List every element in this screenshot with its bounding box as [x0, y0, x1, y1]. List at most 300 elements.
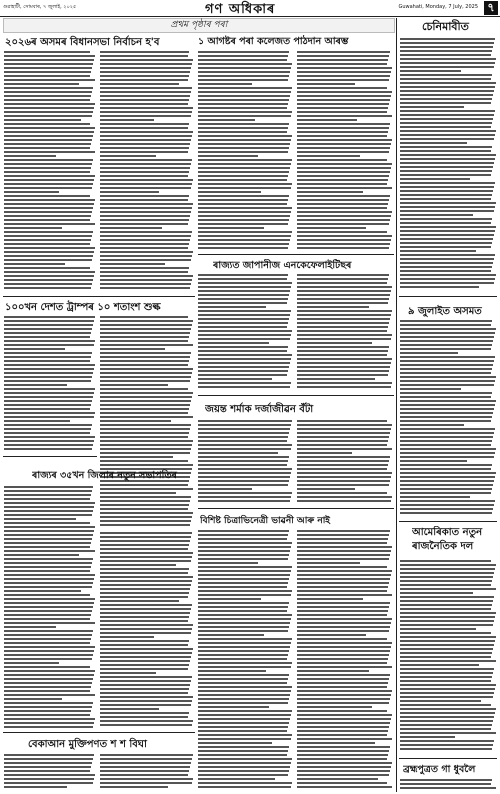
text-line [297, 282, 387, 284]
text-line [297, 654, 389, 656]
text-line [297, 67, 392, 69]
text-line [400, 404, 495, 406]
text-line [297, 610, 388, 612]
text-line [4, 231, 93, 233]
text-line [198, 602, 289, 604]
text-line [400, 94, 493, 96]
text-line [297, 642, 392, 644]
text-line [198, 626, 289, 628]
article-text [297, 51, 393, 251]
text-line [297, 219, 390, 221]
text-line [4, 444, 93, 446]
text-line [4, 554, 79, 556]
text-line [4, 534, 93, 536]
text-line [100, 436, 188, 438]
text-line [297, 594, 392, 596]
text-line [4, 694, 95, 696]
text-line [198, 658, 287, 660]
text-line [4, 762, 92, 764]
text-line [100, 548, 188, 550]
text-line [100, 420, 171, 422]
text-line [4, 654, 93, 656]
text-line [198, 650, 289, 652]
text-line [4, 758, 93, 760]
text-line [297, 658, 388, 660]
text-line [4, 428, 91, 430]
text-line [4, 578, 94, 580]
text-line [198, 294, 289, 296]
text-line [4, 448, 92, 450]
text-line [198, 666, 291, 668]
text-line [4, 690, 90, 692]
text-line [4, 99, 90, 101]
text-line [297, 742, 375, 744]
text-line [100, 708, 159, 710]
headline-japanese-encephalitis: ৰাজ্যত জাপানীজ এনকেফেলাইটিছৰ [213, 260, 352, 271]
text-line [400, 324, 491, 326]
text-line [297, 187, 392, 189]
text-line [297, 706, 372, 708]
text-line [4, 263, 65, 265]
text-line [400, 724, 492, 726]
text-line [100, 620, 188, 622]
text-line [297, 334, 392, 336]
text-line [100, 596, 188, 598]
text-line [4, 352, 92, 354]
text-line [4, 215, 91, 217]
article-text [100, 754, 194, 792]
text-line [198, 310, 291, 312]
text-line [297, 99, 390, 101]
text-line [400, 162, 494, 164]
text-line [198, 163, 291, 165]
headline-jayanta-sharma-award: জয়ন্ত শৰ্মাক দৰ্জাজীৱন বঁটা [205, 404, 314, 415]
text-line [297, 87, 387, 89]
text-line [297, 602, 390, 604]
text-line [100, 127, 188, 129]
divider [399, 296, 497, 297]
text-line [297, 456, 390, 458]
text-line [100, 203, 193, 205]
text-line [100, 774, 188, 776]
headline-assembly-election: ২০২৬ৰ অসমৰ বিধানসভা নিৰ্বাচন হ'ব [5, 37, 160, 48]
text-line [198, 448, 291, 450]
text-line [4, 267, 90, 269]
text-line [297, 294, 390, 296]
text-line [100, 119, 154, 121]
article-text [297, 420, 393, 505]
text-line [400, 576, 493, 578]
text-line [198, 678, 288, 680]
text-line [4, 364, 95, 366]
text-line [100, 267, 189, 269]
text-line [297, 542, 387, 544]
text-line [198, 135, 292, 137]
text-line [4, 203, 94, 205]
text-line [4, 131, 94, 133]
text-line [297, 574, 391, 576]
text-line [400, 500, 495, 502]
text-line [297, 606, 389, 608]
text-line [400, 154, 496, 156]
text-line [100, 99, 189, 101]
text-line [297, 558, 389, 560]
text-line [198, 622, 290, 624]
text-line [4, 774, 95, 776]
text-line [297, 678, 389, 680]
text-line [297, 378, 375, 380]
text-line [297, 326, 388, 328]
text-line [297, 211, 392, 213]
text-line [400, 218, 492, 220]
text-line [400, 440, 492, 442]
text-line [198, 782, 292, 784]
text-line [198, 734, 292, 736]
text-line [297, 538, 388, 540]
text-line [297, 782, 387, 784]
text-line [198, 530, 289, 532]
divider [399, 758, 497, 759]
text-line [4, 175, 95, 177]
text-line [4, 666, 90, 668]
text-line [297, 472, 392, 474]
text-line [198, 674, 289, 676]
text-line [400, 384, 494, 386]
text-line [4, 55, 95, 57]
text-line [198, 278, 287, 280]
text-line [198, 143, 290, 145]
text-line [100, 588, 190, 590]
text-line [400, 238, 493, 240]
text-line [400, 748, 492, 750]
text-line [4, 91, 92, 93]
text-line [400, 340, 493, 342]
text-line [198, 496, 291, 498]
text-line [297, 786, 392, 788]
text-line [4, 147, 90, 149]
text-line [297, 318, 390, 320]
text-line [100, 55, 188, 57]
text-line [198, 219, 289, 221]
text-line [198, 754, 287, 756]
text-line [100, 632, 191, 634]
text-line [198, 286, 291, 288]
text-line [297, 460, 389, 462]
text-line [198, 460, 288, 462]
text-line [100, 758, 192, 760]
text-line [100, 524, 190, 526]
text-line [297, 278, 388, 280]
text-line [100, 782, 192, 784]
masthead-date-assamese: গুৱাহাটী, সোমবাৰ, ৭ জুলাই, ২০২৫ [3, 4, 77, 10]
text-line [198, 654, 288, 656]
text-line [297, 726, 389, 728]
text-line [297, 191, 363, 193]
text-line [297, 464, 388, 466]
masthead-title: গণ অধিকাৰ [205, 2, 276, 17]
text-line [198, 95, 290, 97]
text-line [100, 576, 193, 578]
text-line [400, 266, 492, 268]
text-line [100, 71, 190, 73]
text-line [297, 354, 387, 356]
text-line [297, 115, 392, 117]
text-line [198, 420, 292, 422]
text-line [4, 271, 95, 273]
text-line [100, 584, 191, 586]
text-line [400, 712, 495, 714]
text-line [4, 550, 95, 552]
text-line [4, 127, 95, 129]
text-line [198, 235, 291, 237]
article-text [100, 316, 194, 528]
text-line [4, 392, 94, 394]
text-line [297, 362, 391, 364]
text-line [198, 642, 291, 644]
text-line [198, 670, 266, 672]
text-line [4, 59, 94, 61]
text-line [297, 107, 388, 109]
text-line [400, 202, 496, 204]
text-line [198, 103, 288, 105]
article-text [198, 420, 293, 505]
text-line [100, 328, 191, 330]
text-line [400, 368, 492, 370]
text-line [297, 346, 389, 348]
text-line [297, 674, 390, 676]
text-line [400, 664, 479, 666]
text-line [400, 648, 493, 650]
text-line [4, 255, 93, 257]
text-line [4, 698, 62, 700]
text-line [4, 518, 76, 520]
text-line [4, 360, 90, 362]
text-line [400, 278, 495, 280]
text-line [4, 247, 95, 249]
text-line [198, 302, 287, 304]
article-text [297, 530, 393, 792]
text-line [198, 578, 289, 580]
text-line [4, 574, 95, 576]
text-line [4, 486, 93, 488]
text-line [100, 143, 190, 145]
text-line [400, 66, 494, 68]
text-line [100, 191, 159, 193]
text-line [400, 420, 491, 422]
text-line [198, 195, 289, 197]
text-line [198, 534, 288, 536]
text-line [297, 710, 387, 712]
text-line [400, 250, 476, 252]
text-line [297, 714, 392, 716]
text-line [198, 223, 288, 225]
text-line [400, 270, 491, 272]
text-line [198, 646, 290, 648]
text-line [400, 210, 494, 212]
text-line [297, 83, 355, 85]
headline-america-new-party: আমেৰিকাত নতুন ৰাজনৈতিক দল [412, 527, 483, 552]
text-line [198, 546, 291, 548]
text-line [297, 570, 392, 572]
text-line [400, 282, 494, 284]
text-line [297, 698, 390, 700]
text-line [297, 702, 389, 704]
text-line [4, 594, 90, 596]
text-line [4, 279, 93, 281]
text-line [400, 716, 494, 718]
text-line [400, 246, 491, 248]
text-line [400, 230, 495, 232]
article-text [297, 274, 393, 392]
text-line [400, 258, 494, 260]
text-line [100, 171, 189, 173]
text-line [400, 632, 491, 634]
text-line [198, 147, 289, 149]
text-line [400, 110, 495, 112]
text-line [100, 259, 191, 261]
text-line [100, 87, 192, 89]
text-line [4, 782, 93, 784]
text-line [400, 392, 492, 394]
text-line [400, 198, 491, 200]
text-line [297, 239, 391, 241]
text-line [4, 135, 93, 137]
text-line [100, 287, 190, 289]
text-line [100, 91, 191, 93]
text-line [400, 732, 496, 734]
text-line [100, 360, 189, 362]
headline-america-new-party-line1 [412, 526, 498, 554]
text-line [100, 512, 193, 514]
text-line [400, 170, 492, 172]
text-line [100, 572, 188, 574]
text-line [4, 566, 91, 568]
text-line [400, 680, 491, 682]
text-line [400, 146, 492, 148]
text-line [400, 700, 481, 702]
text-line [100, 556, 192, 558]
text-line [100, 680, 191, 682]
text-line [4, 546, 90, 548]
text-line [297, 207, 387, 209]
text-line [100, 696, 193, 698]
text-line [297, 638, 387, 640]
text-line [297, 566, 387, 568]
text-line [297, 468, 387, 470]
text-line [4, 239, 91, 241]
text-line [100, 428, 190, 430]
text-line [400, 126, 491, 128]
text-line [4, 778, 94, 780]
text-line [100, 352, 191, 354]
text-line [198, 290, 290, 292]
text-line [4, 187, 92, 189]
text-line [4, 71, 91, 73]
headline-july-9-assam: ৯ জুলাইত অসমত [408, 306, 482, 317]
text-line [297, 286, 392, 288]
text-line [400, 660, 496, 662]
text-line [297, 338, 391, 340]
text-line [198, 598, 261, 600]
text-line [198, 107, 287, 109]
text-line [198, 500, 290, 502]
text-line [100, 279, 192, 281]
text-line [4, 316, 95, 318]
text-line [100, 448, 191, 450]
divider [198, 395, 394, 396]
text-line [297, 231, 387, 233]
text-line [400, 460, 467, 462]
text-line [198, 682, 287, 684]
text-line [198, 203, 287, 205]
text-line [4, 404, 91, 406]
text-line [4, 606, 93, 608]
text-line [400, 150, 491, 152]
text-line [297, 578, 390, 580]
text-line [100, 440, 193, 442]
text-line [100, 716, 188, 718]
text-line [100, 255, 192, 257]
text-line [400, 428, 495, 430]
text-line [4, 199, 95, 201]
text-line [4, 590, 81, 592]
text-line [100, 516, 192, 518]
text-line [198, 766, 290, 768]
text-line [400, 408, 494, 410]
text-line [100, 135, 192, 137]
text-line [4, 634, 92, 636]
text-line [400, 138, 494, 140]
text-line [100, 508, 188, 510]
text-line [198, 730, 287, 732]
text-line [4, 786, 67, 788]
text-line [297, 171, 390, 173]
text-line [400, 783, 491, 785]
text-line [297, 622, 391, 624]
text-line [4, 642, 90, 644]
text-line [4, 502, 95, 504]
text-line [400, 194, 492, 196]
text-line [400, 512, 492, 514]
text-line [4, 171, 90, 173]
text-line [4, 123, 90, 125]
text-line [100, 644, 188, 646]
text-line [4, 416, 94, 418]
text-line [4, 522, 90, 524]
text-line [400, 42, 494, 44]
text-line [297, 382, 392, 384]
text-line [400, 444, 491, 446]
text-line [100, 770, 189, 772]
text-line [400, 70, 461, 72]
text-line [198, 738, 291, 740]
text-line [400, 492, 491, 494]
article-text [400, 38, 497, 292]
text-line [4, 754, 94, 756]
text-line [4, 538, 92, 540]
text-line [297, 626, 390, 628]
text-line [400, 214, 473, 216]
text-line [400, 234, 494, 236]
text-line [4, 726, 93, 728]
text-line [4, 207, 93, 209]
text-line [4, 530, 94, 532]
text-line [100, 147, 189, 149]
text-line [4, 139, 92, 141]
text-line [100, 492, 176, 494]
text-line [4, 614, 91, 616]
text-line [400, 416, 492, 418]
